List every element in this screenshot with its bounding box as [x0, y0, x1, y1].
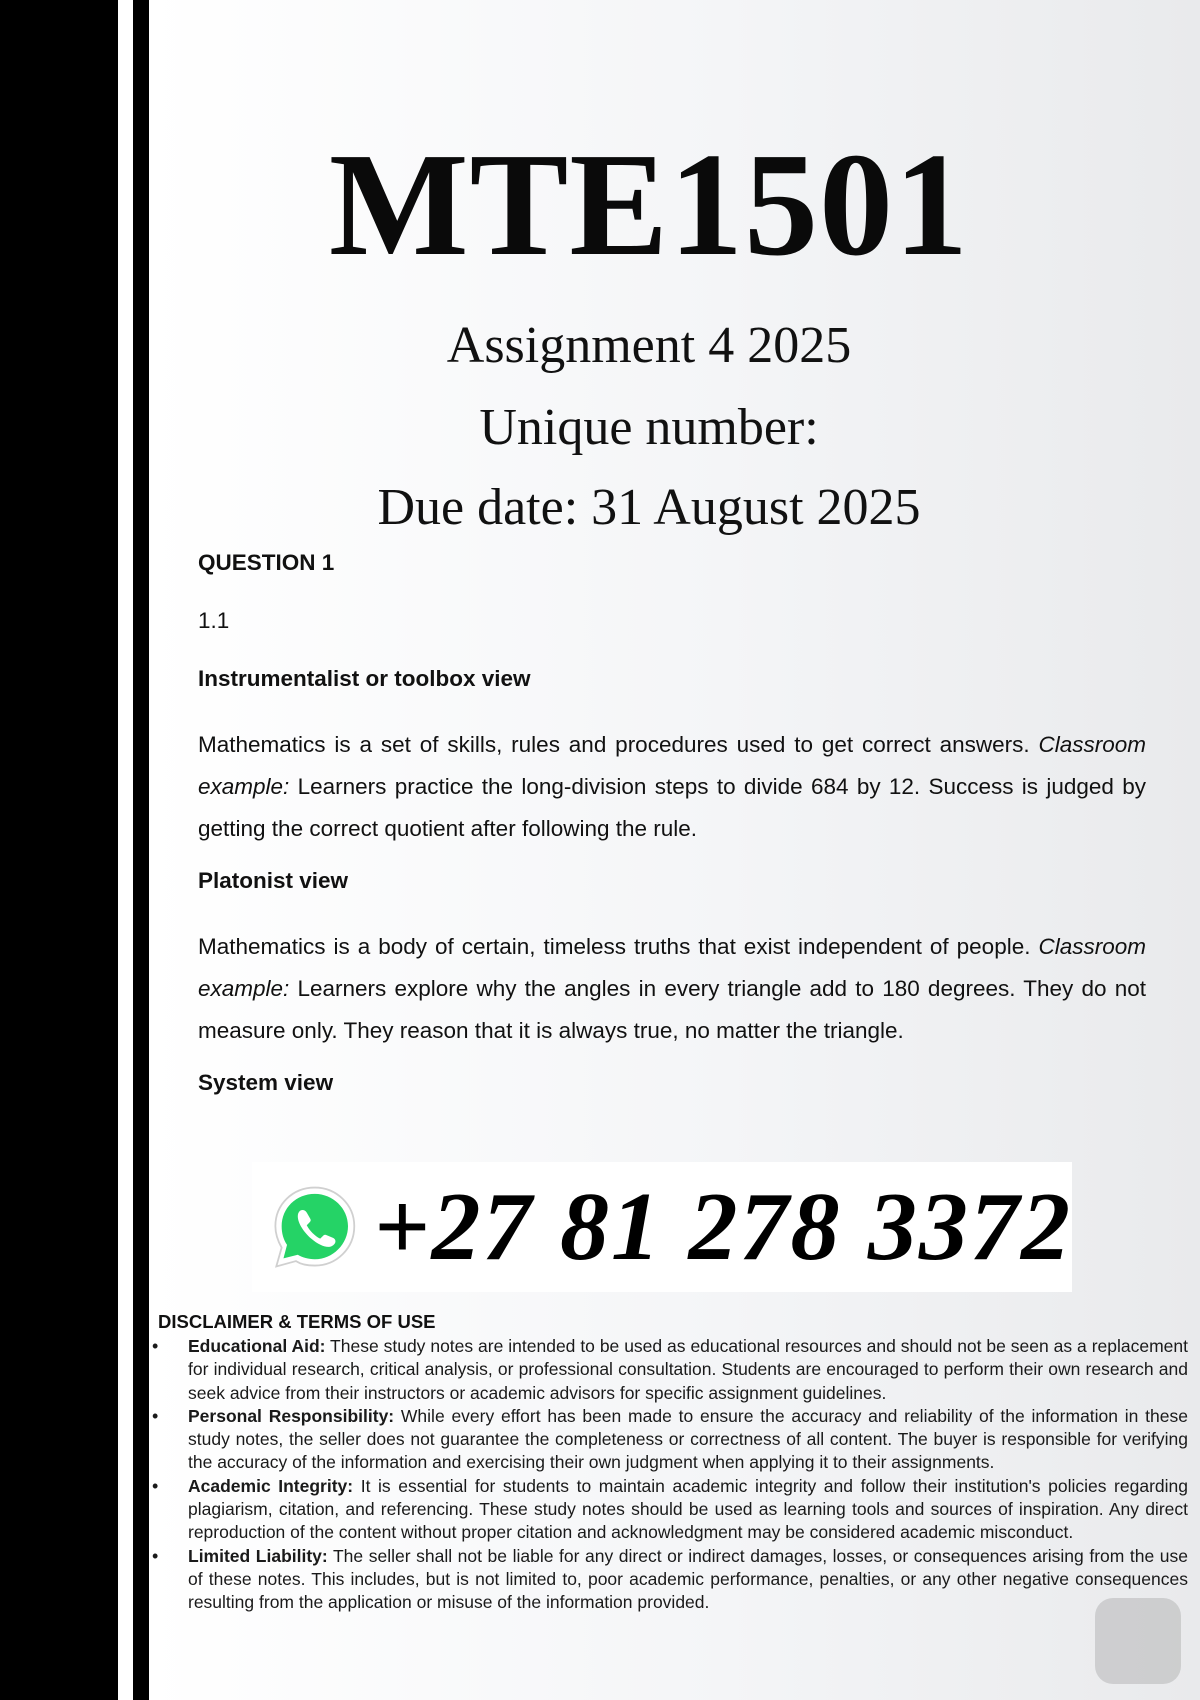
disclaimer-item-text: It is essential for students to maintain academic integrity and follow their institution's policies regarding plagiarism, citation, and referencing. These study notes should be used as learning tools and sources of inspiration. Any direct reproduction of the content without proper citation and acknowledgment may be considered academic misconduct.	[188, 1475, 1188, 1543]
view-paragraph-instrumentalist	[198, 724, 1146, 850]
disclaimer-item	[152, 1545, 1188, 1615]
bullet: •	[152, 1475, 159, 1496]
bullet: •	[152, 1405, 159, 1426]
example-label: Classroom example:	[198, 934, 1146, 1001]
due-date-line: Due date: 31 August 2025	[377, 479, 921, 536]
paragraph-text: Mathematics is a body of certain, timeless truths that exist independent of people.	[198, 934, 1039, 959]
disclaimer-item-text: The seller shall not be liable for any direct or indirect damages, losses, or consequences arising from the use of these notes. This includes, but is not limited to, poor academic performance, penalties, or any other negative consequences resulting from the application or misuse of the information provided.	[188, 1545, 1189, 1613]
assignment-line: Assignment 4 2025	[446, 317, 852, 374]
disclaimer-item-text: While every effort has been made to ensure the accuracy and reliability of the information in these study notes, the seller does not guarantee the completeness or correctness of all content. The buyer is responsible for verifying the accuracy of the information and exercising their own judgment when applying it to their assignments.	[188, 1405, 1188, 1473]
disclaimer-item	[152, 1475, 1188, 1545]
unique-number-line: Unique number:	[479, 399, 819, 456]
question-heading: QUESTION 1	[198, 550, 335, 575]
disclaimer-item	[152, 1335, 1188, 1405]
course-code-title: MTE1501	[328, 123, 970, 287]
disclaimer-item-label: Educational Aid:	[188, 1336, 326, 1356]
question-body	[198, 550, 1146, 1128]
disclaimer-title: DISCLAIMER & TERMS OF USE	[158, 1311, 436, 1332]
paragraph-text: Learners explore why the angles in every triangle add to 180 degrees. They do not measure only. They reason that it is always true, no matter the triangle.	[198, 976, 1146, 1043]
corner-overlay-badge	[1095, 1598, 1181, 1684]
whatsapp-icon	[270, 1172, 360, 1282]
bullet: •	[152, 1545, 159, 1566]
disclaimer-item-label: Personal Responsibility:	[188, 1405, 395, 1426]
bullet: •	[152, 1336, 159, 1356]
disclaimer-item-label: Academic Integrity:	[188, 1475, 354, 1496]
disclaimer-item-text: These study notes are intended to be used as educational resources and should not be seen as a replacement for individual research, critical analysis, or professional consultation. Students are encouraged to perform their own research and seek advice from their instructors or academic advisors for specific assignment guidelines.	[188, 1336, 1188, 1403]
left-black-stripe	[133, 0, 149, 1700]
view-paragraph-platonist	[198, 926, 1146, 1052]
paragraph-text: Mathematics is a set of skills, rules and procedures used to get correct answers.	[198, 732, 1039, 757]
example-label: Classroom example:	[198, 732, 1146, 799]
paragraph-text: Learners practice the long-division steps to divide 684 by 12. Success is judged by getting the correct quotient after following the rule.	[198, 774, 1146, 841]
question-number: 1.1	[198, 608, 230, 633]
view-heading-platonist: Platonist view	[198, 868, 349, 893]
view-heading-system: System view	[198, 1070, 334, 1095]
phone-number: +27 81 278 3372	[373, 1173, 1072, 1281]
disclaimer-list	[152, 1335, 1188, 1615]
left-black-bar	[0, 0, 118, 1700]
disclaimer-item-label: Limited Liability:	[188, 1545, 328, 1566]
disclaimer-item	[152, 1405, 1188, 1475]
view-heading-instrumentalist: Instrumentalist or toolbox view	[198, 666, 531, 691]
contact-banner	[252, 1162, 1072, 1292]
